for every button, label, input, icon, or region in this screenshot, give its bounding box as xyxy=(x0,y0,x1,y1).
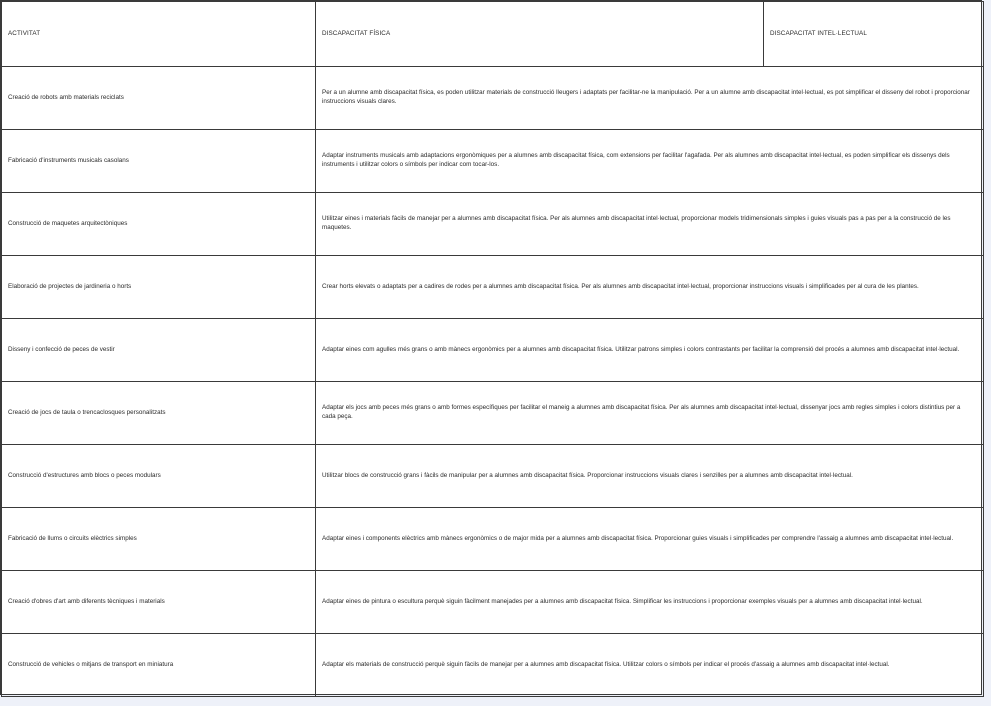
activity-cell: Elaboració de projectes de jardineria o horts xyxy=(2,256,316,319)
header-activity: ACTIVITAT xyxy=(2,2,316,67)
table-row xyxy=(2,445,984,508)
activity-cell: Fabricació de llums o circuits elèctrics simples xyxy=(2,508,316,571)
table-header-row xyxy=(2,2,984,67)
table-row xyxy=(2,382,984,445)
description-cell: Per a un alumne amb discapacitat física, es poden utilitzar materials de construcció lleugers i adaptats per facilitar-ne la manipulació. Per a un alumne amb discapacitat intel·lectual, es pot simplificar el disseny del robot i proporcionar instruccions visuals clares. xyxy=(316,67,984,130)
table-row xyxy=(2,256,984,319)
description-cell: Utilitzar blocs de construcció grans i fàcils de manipular per a alumnes amb discapacitat física. Proporcionar instruccions visuals clares i senzilles per a alumnes amb discapacitat intel·lectual. xyxy=(316,445,984,508)
activity-table xyxy=(1,1,984,697)
description-cell: Adaptar eines i components elèctrics amb mànecs ergonòmics o de major mida per a alumnes amb discapacitat física. Proporcionar guies visuals i simplificades per comprendre l'assaig a alumnes amb discapacitat intel·lectual. xyxy=(316,508,984,571)
description-cell: Adaptar els jocs amb peces més grans o amb formes específiques per facilitar el maneig a alumnes amb discapacitat física. Per als alumnes amb discapacitat intel·lectual, dissenyar jocs amb regles simples i colors distintius per a cada peça. xyxy=(316,382,984,445)
description-cell: Crear horts elevats o adaptats per a cadires de rodes per a alumnes amb discapacitat física. Per als alumnes amb discapacitat intel·lectual, proporcionar instruccions visuals i simplificades per al cura de les plantes. xyxy=(316,256,984,319)
description-cell: Utilitzar eines i materials fàcils de manejar per a alumnes amb discapacitat física. Per als alumnes amb discapacitat intel·lectual, proporcionar models tridimensionals simples i guies visuals pas a pas per a la construcció de les maquetes. xyxy=(316,193,984,256)
table-row xyxy=(2,130,984,193)
description-cell: Adaptar els materials de construcció perquè siguin fàcils de manejar per a alumnes amb discapacitat física. Utilitzar colors o símbols per indicar el procés d'assaig a alumnes amb discapacitat intel·lectual. xyxy=(316,634,984,697)
table-row xyxy=(2,319,984,382)
header-physical-disability: DISCAPACITAT FÍSICA xyxy=(316,2,764,67)
table-row xyxy=(2,571,984,634)
activity-cell: Construcció d'estructures amb blocs o peces modulars xyxy=(2,445,316,508)
activity-cell: Creació d'obres d'art amb diferents tècniques i materials xyxy=(2,571,316,634)
activity-cell: Construcció de vehicles o mitjans de transport en miniatura xyxy=(2,634,316,697)
description-cell: Adaptar eines com agulles més grans o amb mànecs ergonòmics per a alumnes amb discapacitat física. Utilitzar patrons simples i colors contrastants per facilitar la comprensió del procés a alumnes amb discapacitat intel·lectual. xyxy=(316,319,984,382)
table-row xyxy=(2,508,984,571)
description-cell: Adaptar eines de pintura o escultura perquè siguin fàcilment manejades per a alumnes amb discapacitat física. Simplificar les instruccions i proporcionar exemples visuals per a alumnes amb discapacitat intel·lectual. xyxy=(316,571,984,634)
table-row xyxy=(2,193,984,256)
activity-cell: Fabricació d'instruments musicals casolans xyxy=(2,130,316,193)
table-row xyxy=(2,634,984,697)
table-row xyxy=(2,67,984,130)
activity-cell: Disseny i confecció de peces de vestir xyxy=(2,319,316,382)
header-intellectual-disability: DISCAPACITAT INTEL·LECTUAL xyxy=(764,2,984,67)
activity-cell: Creació de jocs de taula o trencaclosques personalitzats xyxy=(2,382,316,445)
activity-cell: Creació de robots amb materials reciclats xyxy=(2,67,316,130)
activity-cell: Construcció de maquetes arquitectòniques xyxy=(2,193,316,256)
description-cell: Adaptar instruments musicals amb adaptacions ergonòmiques per a alumnes amb discapacitat física, com extensions per facilitar l'agafada. Per als alumnes amb discapacitat intel·lectual, es poden simplificar els dissenys dels instruments i utilitzar colors o símbols per indicar com tocar-los. xyxy=(316,130,984,193)
